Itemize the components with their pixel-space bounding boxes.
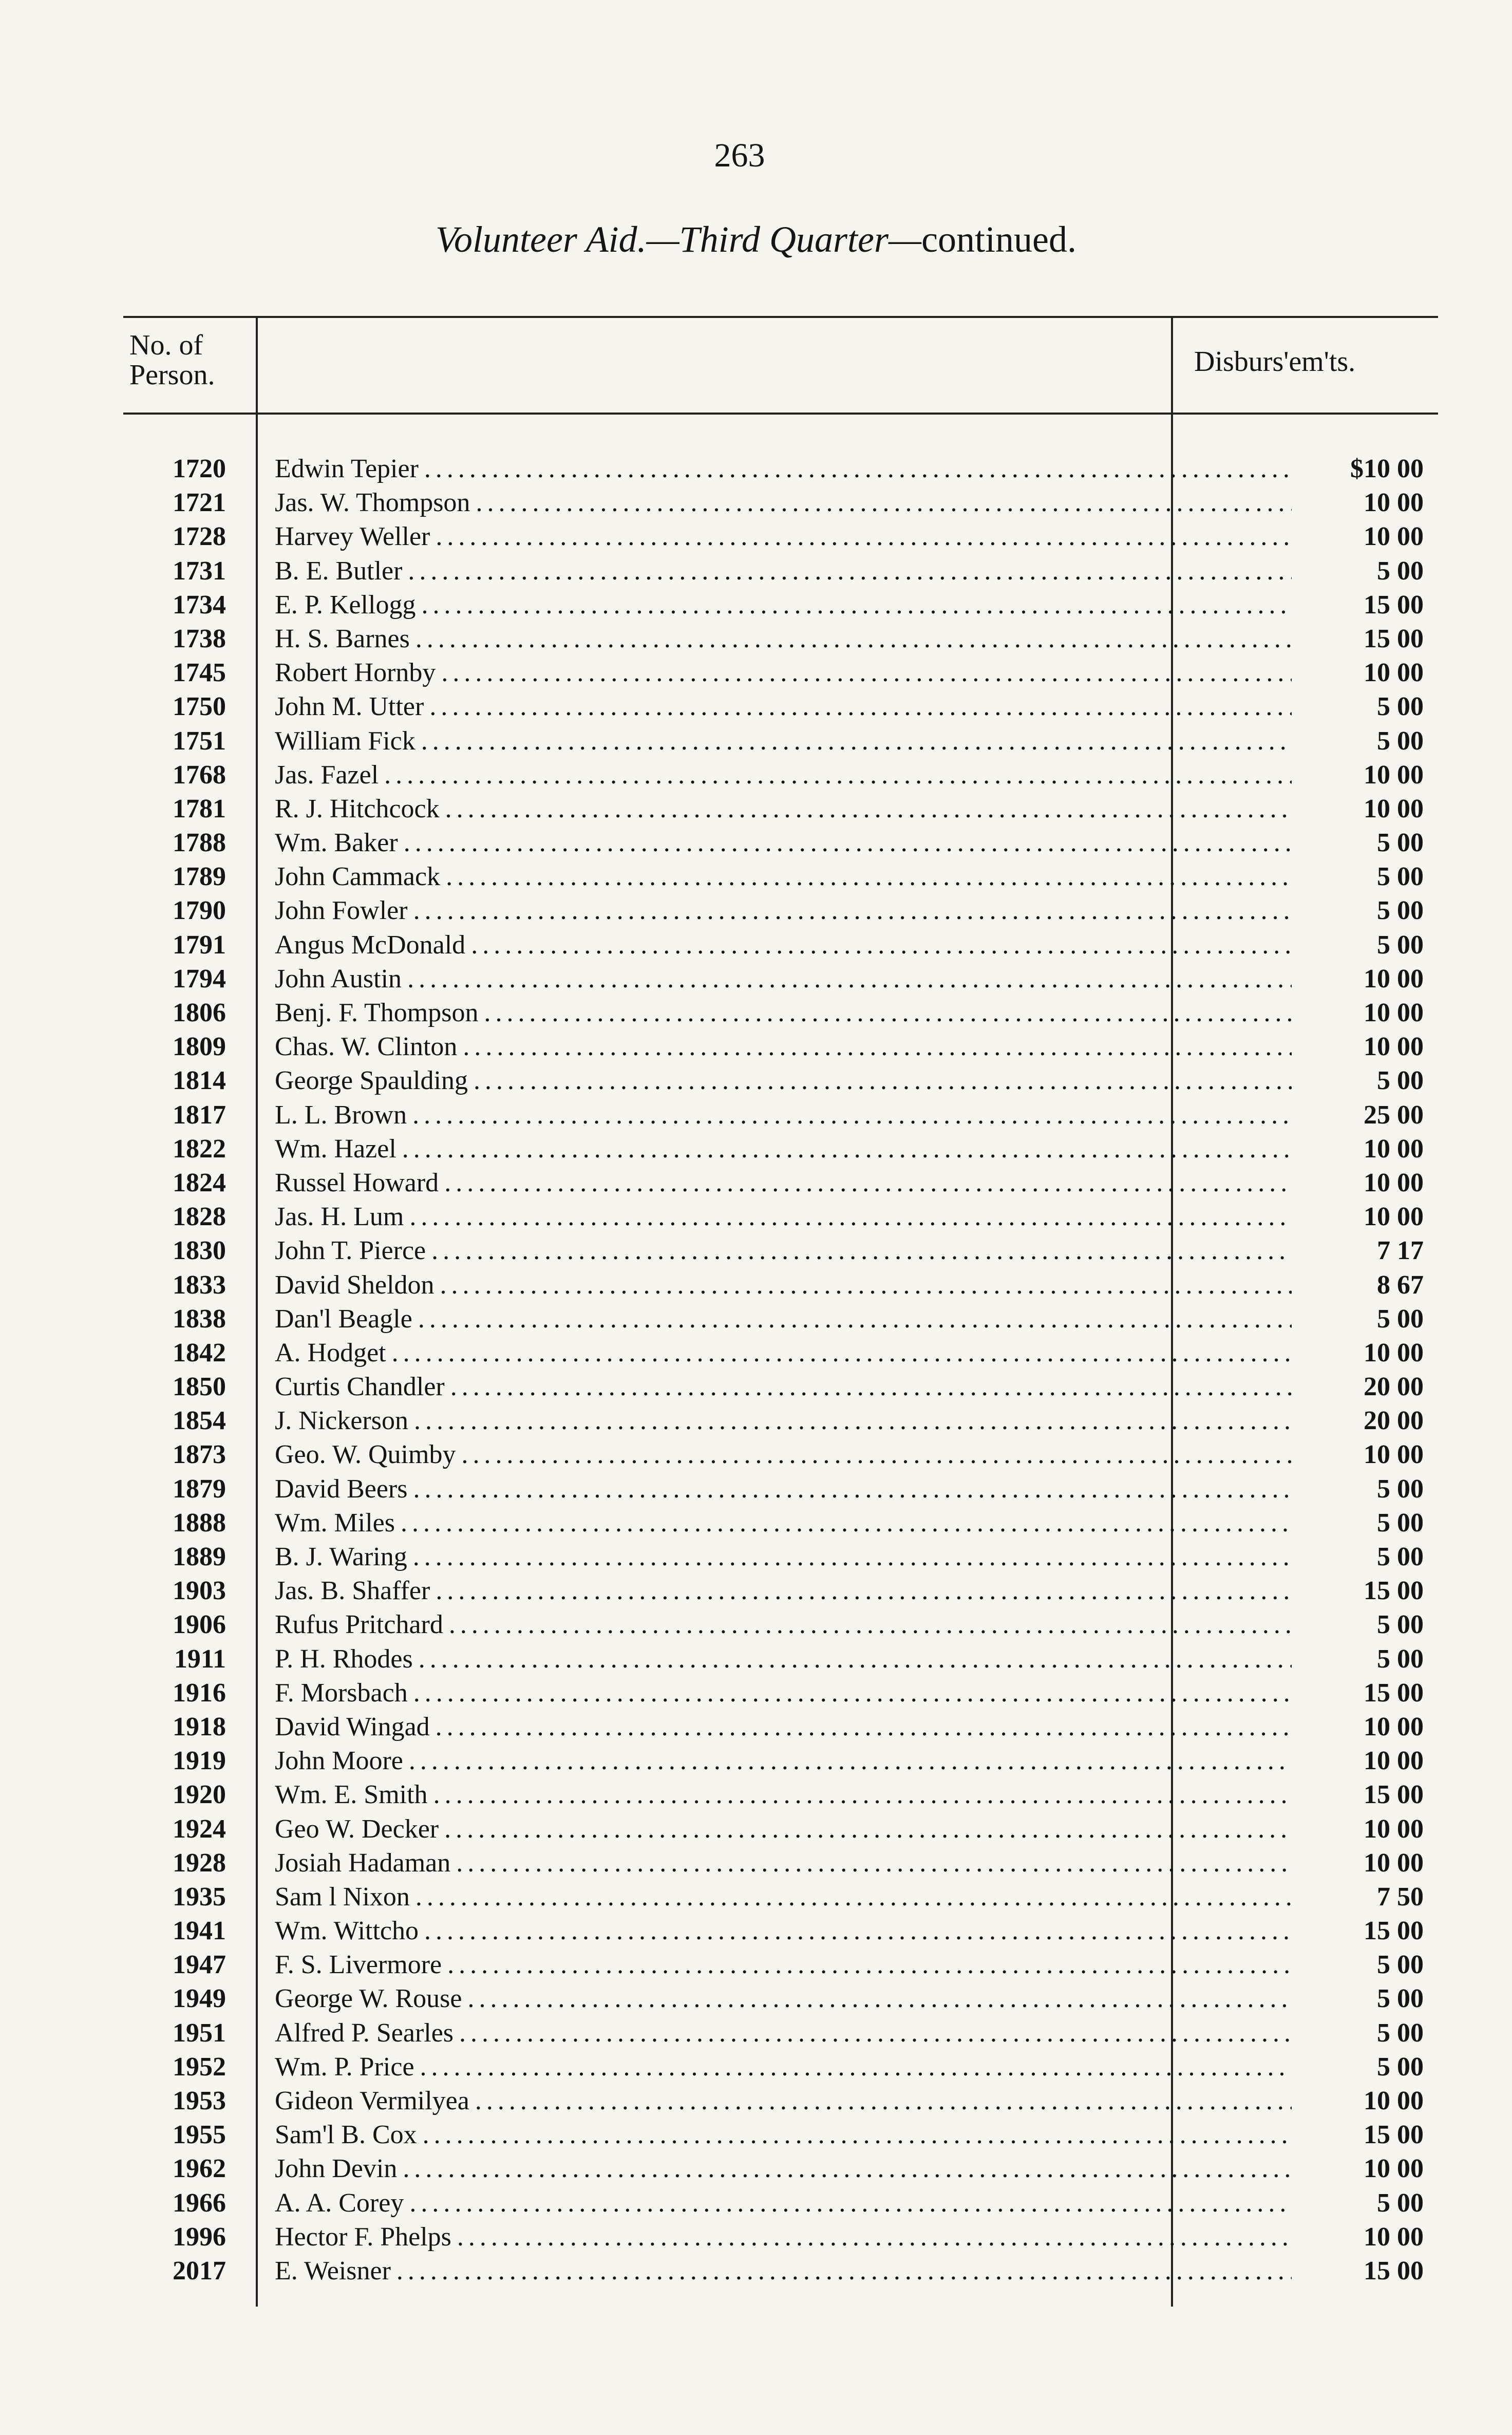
disbursement-amount: 10 00	[1364, 1814, 1424, 1844]
table-row	[123, 622, 1438, 656]
table-row	[123, 2186, 1438, 2220]
table-row	[123, 1744, 1438, 1778]
person-name: P. H. Rhodes . . .	[275, 1642, 1292, 1676]
table-row	[123, 1404, 1438, 1438]
disbursement-amount: 10 00	[1364, 2222, 1424, 2252]
person-name: Dan'l Beagle . . .	[275, 1302, 1292, 1336]
person-number: 1949	[173, 1984, 226, 2014]
disbursement-amount: 10 00	[1364, 1338, 1424, 1368]
disbursement-amount: 5 00	[1377, 2052, 1424, 2082]
disbursement-amount: 5 00	[1377, 1066, 1424, 1096]
person-name: John T. Pierce . . .	[275, 1234, 1292, 1268]
disbursement-amount: 25 00	[1364, 1100, 1424, 1130]
table-row	[123, 1132, 1438, 1166]
person-name: Curtis Chandler . . .	[275, 1370, 1292, 1404]
person-number: 1854	[173, 1406, 226, 1436]
person-name: Geo. W. Quimby . . .	[275, 1438, 1292, 1472]
person-number: 1962	[173, 2154, 226, 2184]
person-number: 1920	[173, 1780, 226, 1810]
disbursement-amount: 20 00	[1364, 1372, 1424, 1402]
person-name: F. Morsbach . . .	[275, 1676, 1292, 1710]
table-row	[123, 2016, 1438, 2050]
disbursement-amount: 5 00	[1377, 828, 1424, 858]
disbursement-amount: 10 00	[1364, 1848, 1424, 1878]
table-row	[123, 1676, 1438, 1710]
table-row	[123, 2084, 1438, 2118]
disbursement-amount: 5 00	[1377, 896, 1424, 926]
disbursement-amount: 5 00	[1377, 1610, 1424, 1640]
person-number: 1924	[173, 1814, 226, 1844]
disbursement-amount: 5 00	[1377, 1304, 1424, 1334]
table-row	[123, 928, 1438, 962]
person-number: 1794	[173, 964, 226, 994]
disbursement-amount: 5 00	[1377, 1950, 1424, 1980]
table-row	[123, 1642, 1438, 1676]
person-name: David Wingad . . .	[275, 1710, 1292, 1744]
table-row	[123, 656, 1438, 690]
person-name: Wm. E. Smith . . .	[275, 1778, 1292, 1812]
person-name: J. Nickerson . . .	[275, 1404, 1292, 1438]
person-name: Wm. P. Price . . .	[275, 2050, 1292, 2084]
disbursement-amount: 5 00	[1377, 930, 1424, 960]
table-row	[123, 1914, 1438, 1948]
person-name: Jas. B. Shaffer . . .	[275, 1574, 1292, 1608]
person-number: 1955	[173, 2120, 226, 2150]
table-row	[123, 1710, 1438, 1744]
table-row	[123, 486, 1438, 520]
person-number: 1721	[173, 488, 226, 518]
table-row	[123, 1064, 1438, 1098]
disbursement-amount: 10 00	[1364, 794, 1424, 823]
disbursement-amount: 5 00	[1377, 2018, 1424, 2048]
disbursement-amount: 5 00	[1377, 1508, 1424, 1538]
page-title-continued: continued.	[921, 219, 1076, 260]
page-title-main: Volunteer Aid.—Third Quarter—	[436, 219, 922, 260]
disbursement-amount: 10 00	[1364, 488, 1424, 518]
disbursement-amount: 8 67	[1377, 1270, 1424, 1300]
person-name: A. Hodget . . .	[275, 1336, 1292, 1370]
disbursement-amount: 15 00	[1364, 590, 1424, 620]
disbursement-amount: 20 00	[1364, 1406, 1424, 1436]
disbursement-amount: 15 00	[1364, 1780, 1424, 1810]
table-row	[123, 996, 1438, 1030]
person-name: F. S. Livermore . . .	[275, 1948, 1292, 1982]
person-name: John Fowler . . .	[275, 894, 1292, 928]
page-number: 263	[714, 137, 765, 174]
person-number: 1906	[173, 1610, 226, 1640]
person-number: 1814	[173, 1066, 226, 1096]
person-number: 1789	[173, 862, 226, 892]
table-row	[123, 1166, 1438, 1200]
table-row	[123, 520, 1438, 554]
disbursement-amount: 10 00	[1364, 1440, 1424, 1470]
person-number: 1873	[173, 1440, 226, 1470]
person-number: 1751	[173, 726, 226, 756]
person-name: John M. Utter . . .	[275, 690, 1292, 724]
table-row	[123, 1030, 1438, 1064]
person-name: Angus McDonald . . .	[275, 928, 1292, 962]
person-number: 1817	[173, 1100, 226, 1130]
disbursement-amount: 5 00	[1377, 1542, 1424, 1571]
person-number: 1918	[173, 1712, 226, 1741]
person-name: Rufus Pritchard . . .	[275, 1608, 1292, 1642]
table-row	[123, 1268, 1438, 1302]
disbursement-amount: 5 00	[1377, 726, 1424, 756]
person-name: Wm. Baker . . .	[275, 826, 1292, 860]
person-number: 1830	[173, 1236, 226, 1266]
person-number: 1838	[173, 1304, 226, 1334]
table-row	[123, 1574, 1438, 1608]
disbursement-amount: 5 00	[1377, 1644, 1424, 1674]
person-number: 1928	[173, 1848, 226, 1878]
table-row	[123, 452, 1438, 486]
person-name: Jas. H. Lum . . .	[275, 1200, 1292, 1234]
person-number: 1911	[174, 1644, 226, 1674]
disbursement-amount: 5 00	[1377, 862, 1424, 892]
table-row	[123, 1200, 1438, 1234]
table-row	[123, 724, 1438, 758]
disbursement-amount: 5 00	[1377, 692, 1424, 722]
person-name: David Beers . . .	[275, 1472, 1292, 1506]
disbursement-amount: 10 00	[1364, 1712, 1424, 1741]
disbursement-amount: 5 00	[1377, 1984, 1424, 2014]
person-name: John Moore . . .	[275, 1744, 1292, 1778]
disbursement-amount: $10 00	[1350, 454, 1424, 483]
table-row	[123, 1880, 1438, 1914]
header-top-rule	[123, 316, 1438, 318]
table-row	[123, 1812, 1438, 1846]
person-name: Russel Howard . . .	[275, 1166, 1292, 1200]
person-name: Jas. W. Thompson . . .	[275, 486, 1292, 520]
table-row	[123, 1608, 1438, 1642]
person-number: 1879	[173, 1474, 226, 1504]
person-name: Sam'l B. Cox . . .	[275, 2118, 1292, 2152]
disbursement-amount: 10 00	[1364, 1746, 1424, 1776]
person-number: 1791	[173, 930, 226, 960]
person-name: Edwin Tepier . . .	[275, 452, 1292, 486]
table-row	[123, 690, 1438, 724]
person-number: 1951	[173, 2018, 226, 2048]
person-name: Robert Hornby . . .	[275, 656, 1292, 690]
disbursement-amount: 15 00	[1364, 1576, 1424, 1606]
disbursement-amount: 5 00	[1377, 2188, 1424, 2218]
disbursement-amount: 15 00	[1364, 1916, 1424, 1946]
table-row	[123, 1370, 1438, 1404]
table-row	[123, 1234, 1438, 1268]
person-name: William Fick . . .	[275, 724, 1292, 758]
disbursement-amount: 10 00	[1364, 760, 1424, 790]
person-name: Josiah Hadaman . . .	[275, 1846, 1292, 1880]
disbursement-amount: 5 00	[1377, 556, 1424, 586]
disbursement-amount: 10 00	[1364, 1134, 1424, 1164]
person-name: B. J. Waring . . .	[275, 1540, 1292, 1574]
person-name: Geo W. Decker . . .	[275, 1812, 1292, 1846]
disbursement-amount: 15 00	[1364, 624, 1424, 653]
person-name: H. S. Barnes . . .	[275, 622, 1292, 656]
disbursement-amount: 15 00	[1364, 2256, 1424, 2286]
person-number: 1745	[173, 658, 226, 688]
disbursement-amount: 10 00	[1364, 1032, 1424, 1062]
person-name: L. L. Brown . . .	[275, 1098, 1292, 1132]
person-number: 1768	[173, 760, 226, 790]
person-number: 1824	[173, 1168, 226, 1197]
person-number: 1889	[173, 1542, 226, 1571]
disbursement-amount: 10 00	[1364, 964, 1424, 994]
person-name: Sam l Nixon . . .	[275, 1880, 1292, 1914]
person-name: Gideon Vermilyea . . .	[275, 2084, 1292, 2118]
person-name: George W. Rouse . . .	[275, 1982, 1292, 2016]
disbursement-amount: 10 00	[1364, 998, 1424, 1027]
person-number: 1790	[173, 896, 226, 926]
disbursement-amount: 10 00	[1364, 1202, 1424, 1232]
table-row	[123, 554, 1438, 588]
person-number: 1850	[173, 1372, 226, 1402]
person-number: 1966	[173, 2188, 226, 2218]
table-row	[123, 894, 1438, 928]
table-row	[123, 2220, 1438, 2254]
person-number: 1828	[173, 1202, 226, 1232]
person-number: 1953	[173, 2086, 226, 2115]
person-number: 1919	[173, 1746, 226, 1776]
person-name: John Austin . . .	[275, 962, 1292, 996]
column-header-disbursements: Disburs'em'ts.	[1194, 346, 1356, 378]
person-name: John Cammack . . .	[275, 860, 1292, 894]
person-name: Chas. W. Clinton . . .	[275, 1030, 1292, 1064]
table-row	[123, 2152, 1438, 2186]
table-row	[123, 588, 1438, 622]
person-number: 1833	[173, 1270, 226, 1300]
table-row	[123, 1982, 1438, 2016]
person-number: 2017	[173, 2256, 226, 2286]
person-name: Alfred P. Searles . . .	[275, 2016, 1292, 2050]
disbursement-amount: 10 00	[1364, 1168, 1424, 1197]
person-name: David Sheldon . . .	[275, 1268, 1292, 1302]
person-number: 1822	[173, 1134, 226, 1164]
table-row	[123, 1948, 1438, 1982]
table-row	[123, 860, 1438, 894]
person-number: 1788	[173, 828, 226, 858]
table-row	[123, 1846, 1438, 1880]
table-row	[123, 826, 1438, 860]
person-number: 1728	[173, 522, 226, 552]
table-row	[123, 1302, 1438, 1336]
person-name: Wm. Wittcho . . .	[275, 1914, 1292, 1948]
table-body	[123, 452, 1438, 2288]
table-row	[123, 2118, 1438, 2152]
person-number: 1947	[173, 1950, 226, 1980]
table-row	[123, 962, 1438, 996]
page-title	[0, 221, 1512, 258]
person-number: 1738	[173, 624, 226, 653]
table-row	[123, 1778, 1438, 1812]
person-number: 1731	[173, 556, 226, 586]
person-number: 1888	[173, 1508, 226, 1538]
disbursement-amount: 10 00	[1364, 522, 1424, 552]
disbursement-amount: 10 00	[1364, 658, 1424, 688]
person-number: 1916	[173, 1678, 226, 1708]
person-number: 1952	[173, 2052, 226, 2082]
person-name: E. P. Kellogg . . .	[275, 588, 1292, 622]
disbursement-amount: 15 00	[1364, 2120, 1424, 2150]
person-number: 1996	[173, 2222, 226, 2252]
person-name: Wm. Miles . . .	[275, 1506, 1292, 1540]
table-row	[123, 1472, 1438, 1506]
table-row	[123, 2254, 1438, 2288]
person-number: 1941	[173, 1916, 226, 1946]
person-number: 1809	[173, 1032, 226, 1062]
table-row	[123, 792, 1438, 826]
table-row	[123, 1540, 1438, 1574]
table-row	[123, 1506, 1438, 1540]
disbursement-amount: 7 17	[1377, 1236, 1424, 1266]
person-name: Wm. Hazel . . .	[275, 1132, 1292, 1166]
table-row	[123, 2050, 1438, 2084]
person-number: 1903	[173, 1576, 226, 1606]
table-row	[123, 1098, 1438, 1132]
person-number: 1720	[173, 454, 226, 483]
person-number: 1842	[173, 1338, 226, 1368]
person-number: 1781	[173, 794, 226, 823]
person-name: George Spaulding . . .	[275, 1064, 1292, 1098]
person-name: A. A. Corey . . .	[275, 2186, 1292, 2220]
ledger-table	[123, 316, 1438, 2307]
header-bottom-rule	[123, 413, 1438, 415]
person-number: 1806	[173, 998, 226, 1027]
person-name: Harvey Weller . . .	[275, 520, 1292, 554]
person-name: B. E. Butler . . .	[275, 554, 1292, 588]
disbursement-amount: 10 00	[1364, 2154, 1424, 2184]
disbursement-amount: 10 00	[1364, 2086, 1424, 2115]
disbursement-amount: 5 00	[1377, 1474, 1424, 1504]
person-name: John Devin . . .	[275, 2152, 1292, 2186]
person-name: R. J. Hitchcock . . .	[275, 792, 1292, 826]
table-row	[123, 758, 1438, 792]
person-number: 1734	[173, 590, 226, 620]
column-header-number: No. of Person.	[129, 329, 215, 391]
table-row	[123, 1336, 1438, 1370]
person-name: Hector F. Phelps . . .	[275, 2220, 1292, 2254]
person-name: E. Weisner . . .	[275, 2254, 1292, 2288]
person-number: 1935	[173, 1882, 226, 1912]
person-number: 1750	[173, 692, 226, 722]
person-name: Benj. F. Thompson . . .	[275, 996, 1292, 1030]
disbursement-amount: 15 00	[1364, 1678, 1424, 1708]
table-row	[123, 1438, 1438, 1472]
disbursement-amount: 7 50	[1377, 1882, 1424, 1912]
person-name: Jas. Fazel . . .	[275, 758, 1292, 792]
